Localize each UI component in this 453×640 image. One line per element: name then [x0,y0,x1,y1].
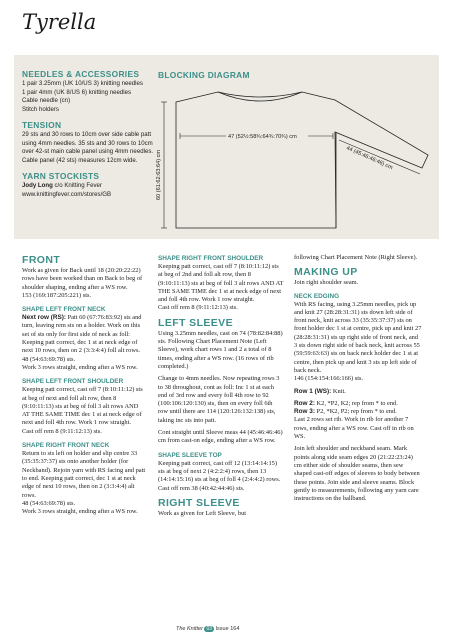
blocking-diagram-heading: BLOCKING DIAGRAM [158,70,250,80]
shape-right-front-shoulder-heading: SHAPE RIGHT FRONT SHOULDER [158,255,264,262]
rib-end: Last 2 rows set rib. Work in rib for another 7 rows, ending after a WS row. Cast off in rib on WS. [294,416,414,441]
row-1-text: Knit. [331,387,346,395]
yarn-stockists-heading: YARN STOCKISTS [22,171,100,182]
right-sleeve-heading: RIGHT SLEEVE [158,496,240,509]
neck-edging-sts: 146 (154:154:166:166) sts. [294,375,364,383]
left-neck-sts: 48 (54:63:69:78) sts. [22,355,76,363]
right-sleeve-continued: following Chart Placement Note (Right Sleeve). [294,254,418,261]
making-up-text: Join right shoulder seam. [294,279,359,287]
left-shoulder-text: Keeping patt correct, cast off 7 (8:10:11:12) sts at beg of next and foll alt row, then 8 (9:10:11:13) sts at beg of foll 3 alt rows AND AT THE SAME TIME dec 1 st at neck edge of next and foll 4th row. Work 1 row straight. [22,386,143,427]
row-2-lead: Row 2: [294,399,315,407]
width-label: 47 (52½:58¾:64¾:70¾) cm [228,134,297,140]
front-heading: FRONT [22,254,61,266]
right-neck-text: Return to sts left on holder and slip centre 33 (35:35:37:37) sts onto another holder (for Neckband). Rejoin yarn with RS facing and patt to end. Keeping patt correct, dec 1 st at neck edge of next 10 rows, then on 2 (3:3:4:4) alt rows. [22,450,146,499]
pattern-title: Tyrella [22,10,97,34]
sleeve-length-label: 44 (45:46:46:46) cm [345,145,394,172]
stockist-name: Jody Long [22,182,53,190]
needles-line: 1 pair 4mm (UK 8/US 6) knitting needles [22,88,132,96]
left-sleeve-heading: LEFT SLEEVE [158,316,233,329]
row-1-lead: Row 1 (WS): [294,387,332,395]
row-2 [294,400,422,408]
row-2-text: K2, *P2, K2; rep from * to end. [314,399,398,407]
tension-heading: TENSION [22,120,62,131]
left-sleeve-text-2: Change to 4mm needles. Now repeating rows 3 to 38 throughout, cont as foll: Inc 1 st at each end of 3rd row and every foll 4th row to 92 (100:106:120:130) sts, then on every foll 6th row until there are 114 (120:126:132:138) sts, taking inc sts into patt. [158,375,280,424]
left-shoulder-end: Cast off rem 8 (9:11:12:13) sts. [22,427,102,435]
tension-text: 29 sts and 30 rows to 10cm over side cable patt using 4mm needles. 35 sts and 30 rows to 10cm over 42-st main cable panel using 4mm needles. Cable panel (42 sts) measures 12cm wide. [22,131,154,164]
making-up-heading: MAKING UP [294,266,358,279]
stockist-line [22,182,157,190]
left-neck-end: Work 3 rows straight, ending after a WS row. [22,363,138,371]
needles-line: Stitch holders [22,105,59,113]
instructions-column-3 [294,254,422,503]
left-neck-body: Patt 60 (67:76:83:92) sts and turn, leaving rem sts on a holder. Work on this set of sts only for first side of neck as foll: Keeping patt correct, dec 1 st at neck edge of next 10 rows, then on 2 (3:3:4:4) foll alt rows. [22,314,142,355]
page-number: 03 [206,626,212,632]
front-sts: 153 (169:187:205:221) sts. [22,291,92,299]
finishing-text: Join left shoulder and neckband seam. Mark points along side seam edges 20 (21:22:23:24) cm either side of shoulder seams, then sew shaped cast-off edges of sleeves to body between these points. Join side and sleeve seams. Block gently to measurements, following any yarn care instructions on the ballband. [294,445,420,503]
height-label: 60 (61:62:63:64) cm [156,149,162,200]
shape-left-front-shoulder-heading: SHAPE LEFT FRONT SHOULDER [22,378,124,386]
materials-column [22,70,157,199]
right-sleeve-text: Work as given for Left Sleeve, but [158,509,247,517]
right-shoulder-text: Keeping patt correct, cast off 7 (8:10:11:12) sts at beg of 2nd and foll alt row, then 8 (9:10:11:13) sts at beg of foll 3 alt rows AND AT THE SAME TIME dec 1 st at neck edge of next and foll 4th row. Work 1 row straight. [158,263,284,304]
page-footer [176,626,239,632]
row-1 [294,388,422,396]
instructions-column-2 [158,254,284,518]
neck-edging-text: With RS facing, using 3.25mm needles, pick up and knit 27 (28:28:31:31) sts down left side of front neck, knit across 33 (35:35:37:37) sts on front holder dec 1 st at centre, pick up and knit 27 (28:28:31:31) sts up right side of front neck, and 3 sts down right side of back neck, knit across 55 (59:59:63:63) sts on back neck holder dec 1 st at centre, then pick up and knit 3 sts up left side of back neck. [294,300,422,374]
shape-right-front-neck-heading: SHAPE RIGHT FRONT NECK [22,442,110,450]
neck-edging-heading: NECK EDGING [294,292,340,300]
needles-line: 1 pair 3.25mm (UK 10/US 3) knitting needles [22,80,143,88]
sleeve-top-text: Keeping patt correct, cast off 12 (13:14:14:15) sts at beg of next 2 (4:2:2:4) rows, then 13 (14:14:15:16) sts at beg of foll 4 (2:4:4:2) rows. Cast off rem 38 (40:42:44:46) sts. [158,459,281,492]
next-row-lead: Next row (RS): [22,314,67,322]
magazine-name: The Knitter [176,626,203,632]
front-text: Work as given for Back until 18 (20:20:22:22) rows have been worked than on Back to beg of shoulder shaping, ending after a WS row. [22,267,143,291]
instructions-column-1 [22,254,146,516]
right-shoulder-end: Cast off rem 8 (9:11:12:13) sts. [158,304,238,312]
row-3-text: P2, *K2, P2; rep from * to end. [314,408,397,416]
shape-left-front-neck-heading: SHAPE LEFT FRONT NECK [22,306,106,314]
blocking-diagram [150,80,440,235]
right-neck-sts: 48 (54:63:69:78) sts. [22,499,76,507]
stockist-rest: c/o Knitting Fever [52,182,102,190]
left-neck-text [22,314,146,355]
issue-number: Issue 164 [215,626,240,632]
needles-line: Cable needle (cn) [22,97,71,105]
stockist-url[interactable]: www.knittingfever.com/stores/GB [22,190,112,198]
shape-sleeve-top-heading: SHAPE SLEEVE TOP [158,451,222,459]
left-sleeve-text: Using 3.25mm needles, cast on 74 (78:82:84:88) sts. Following Chart Placement Note (Left Sleeve), work chart rows 1 and 2 a total of 8 times, ending after a WS row. (16 rows of rib completed.) [158,329,283,370]
needles-heading: NEEDLES & ACCESSORIES [22,69,140,79]
sweater-outline [176,92,428,228]
left-sleeve-text-3: Cont straight until Sleeve meas 44 (45:46:46:46) cm from cast-on edge, ending after a WS row. [158,429,283,445]
row-3-lead: Row 3: [294,408,315,416]
row-3 [294,408,422,416]
right-neck-end: Work 3 rows straight, ending after a WS row. [22,508,138,516]
